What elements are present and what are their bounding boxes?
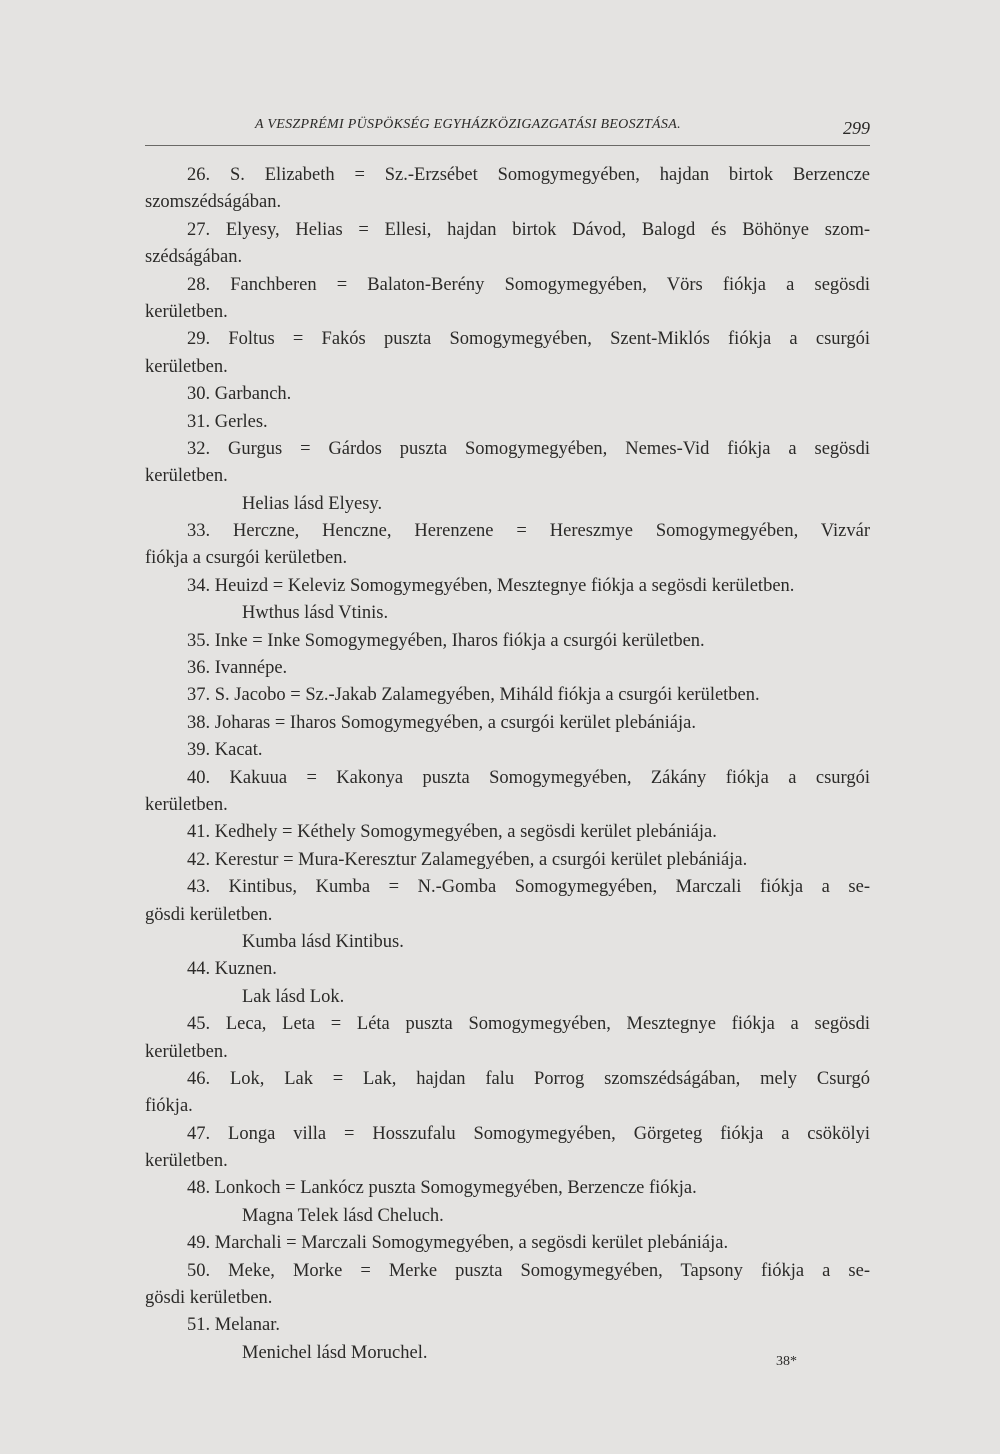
entry-48 [145, 1175, 870, 1202]
entry-27 [145, 217, 870, 272]
entry-32 [145, 436, 870, 491]
cross-reference: Lak lásd Lok. [242, 986, 345, 1007]
entry-line: 46. Lok, Lak = Lak, hajdan falu Porrog szomszédságában, mely Csurgó [187, 1068, 870, 1089]
entry-45 [145, 1011, 870, 1066]
entry-36 [145, 655, 870, 682]
entry-line: 38. Joharas = Iharos Somogymegyében, a csurgói kerület plebániája. [187, 712, 696, 733]
running-header [145, 115, 870, 151]
signature-mark: 38* [776, 1354, 797, 1369]
entry-line: 43. Kintibus, Kumba = N.-Gomba Somogymegyében, Marczali fiókja a se- [187, 877, 870, 898]
entry-26 [145, 162, 870, 217]
page-number: 299 [843, 118, 870, 138]
entry-continuation: kerületben. [145, 1041, 228, 1062]
header-title: A VESZPRÉMI PÜSPÖKSÉG EGYHÁZKÖZIGAZGATÁSI BEOSZTÁSA. [255, 117, 681, 132]
entry-51 [145, 1312, 870, 1339]
entry-continuation: kerületben. [145, 794, 228, 815]
entry-continuation: szédságában. [145, 247, 243, 268]
entry-line: 48. Lonkoch = Lankócz puszta Somogymegyében, Berzencze fiókja. [187, 1178, 697, 1199]
entry-line: 27. Elyesy, Helias = Ellesi, hajdan birtok Dávod, Balogd és Böhönye szom- [187, 219, 870, 240]
entry-line: 49. Marchali = Marczali Somogymegyében, a segösdi kerület plebániája. [187, 1233, 729, 1254]
entry-continuation: kerületben. [145, 301, 228, 322]
entry-line: 41. Kedhely = Kéthely Somogymegyében, a segösdi kerület plebániája. [187, 822, 717, 843]
entry-line: 44. Kuznen. [187, 959, 277, 980]
entry-continuation: fiókja a csurgói kerületben. [145, 548, 348, 569]
entry-line: 51. Melanar. [187, 1315, 280, 1336]
entry-44 [145, 956, 870, 983]
entry-continuation: kerületben. [145, 466, 228, 487]
entry-line: 45. Leca, Leta = Léta puszta Somogymegyében, Mesztegnye fiókja a segösdi [187, 1014, 870, 1035]
entry-list [145, 162, 870, 1367]
entry-continuation: gösdi kerületben. [145, 904, 273, 925]
entry-35 [145, 628, 870, 655]
entry-line: 47. Longa villa = Hosszufalu Somogymegyében, Görgeteg fiókja a csökölyi [187, 1123, 870, 1144]
entry-39 [145, 737, 870, 764]
entry-line: 37. S. Jacobo = Sz.-Jakab Zalamegyében, Miháld fiókja a csurgói kerületben. [187, 685, 760, 706]
entry-40 [145, 765, 870, 820]
entry-line: 28. Fanchberen = Balaton-Berény Somogymegyében, Vörs fiókja a segösdi [187, 274, 870, 295]
entry-38 [145, 710, 870, 737]
entry-line: 31. Gerles. [187, 411, 268, 432]
entry-continuation: szomszédságában. [145, 192, 282, 213]
entry-line: 34. Heuizd = Keleviz Somogymegyében, Mesztegnye fiókja a segösdi kerületben. [187, 575, 795, 596]
entry-continuation: kerületben. [145, 1151, 228, 1172]
entry-continuation: fiókja. [145, 1096, 193, 1117]
entry-line: 40. Kakuua = Kakonya puszta Somogymegyében, Zákány fiókja a csurgói [187, 767, 870, 788]
entry-30 [145, 381, 870, 408]
entry-37 [145, 682, 870, 709]
entry-46 [145, 1066, 870, 1121]
entry-29 [145, 326, 870, 381]
entry-line: 26. S. Elizabeth = Sz.-Erzsébet Somogymegyében, hajdan birtok Berzencze [187, 165, 870, 185]
cross-reference: Helias lásd Elyesy. [242, 493, 383, 514]
cross-reference: Menichel lásd Moruchel. [242, 1342, 428, 1363]
header-rule [145, 145, 870, 146]
cross-reference: Magna Telek lásd Cheluch. [242, 1205, 444, 1226]
entry-line: 33. Herczne, Henczne, Herenzene = Hereszmye Somogymegyében, Vizvár [187, 521, 870, 542]
entry-line: 42. Kerestur = Mura-Keresztur Zalamegyében, a csurgói kerület plebániája. [187, 849, 748, 870]
entry-line: 39. Kacat. [187, 740, 263, 761]
cross-reference: Kumba lásd Kintibus. [242, 931, 404, 952]
entry-line: 50. Meke, Morke = Merke puszta Somogymegyében, Tapsony fiókja a se- [187, 1260, 870, 1281]
entry-34 [145, 573, 870, 600]
entry-line: 29. Foltus = Fakós puszta Somogymegyében, Szent-Miklós fiókja a csurgói [187, 329, 870, 350]
entry-42 [145, 847, 870, 874]
entry-33 [145, 518, 870, 573]
entry-31 [145, 409, 870, 436]
entry-43 [145, 874, 870, 929]
entry-line: 32. Gurgus = Gárdos puszta Somogymegyében, Nemes-Vid fiókja a segösdi [187, 438, 870, 459]
entry-28 [145, 272, 870, 327]
entry-41 [145, 819, 870, 846]
entry-line: 35. Inke = Inke Somogymegyében, Iharos fiókja a csurgói kerületben. [187, 630, 705, 651]
entry-47 [145, 1121, 870, 1176]
entry-line: 30. Garbanch. [187, 384, 292, 405]
entry-50 [145, 1258, 870, 1313]
entry-line: 36. Ivannépe. [187, 658, 288, 679]
entry-continuation: kerületben. [145, 356, 228, 377]
cross-reference: Hwthus lásd Vtinis. [242, 603, 389, 624]
entry-continuation: gösdi kerületben. [145, 1288, 273, 1309]
entry-49 [145, 1230, 870, 1257]
